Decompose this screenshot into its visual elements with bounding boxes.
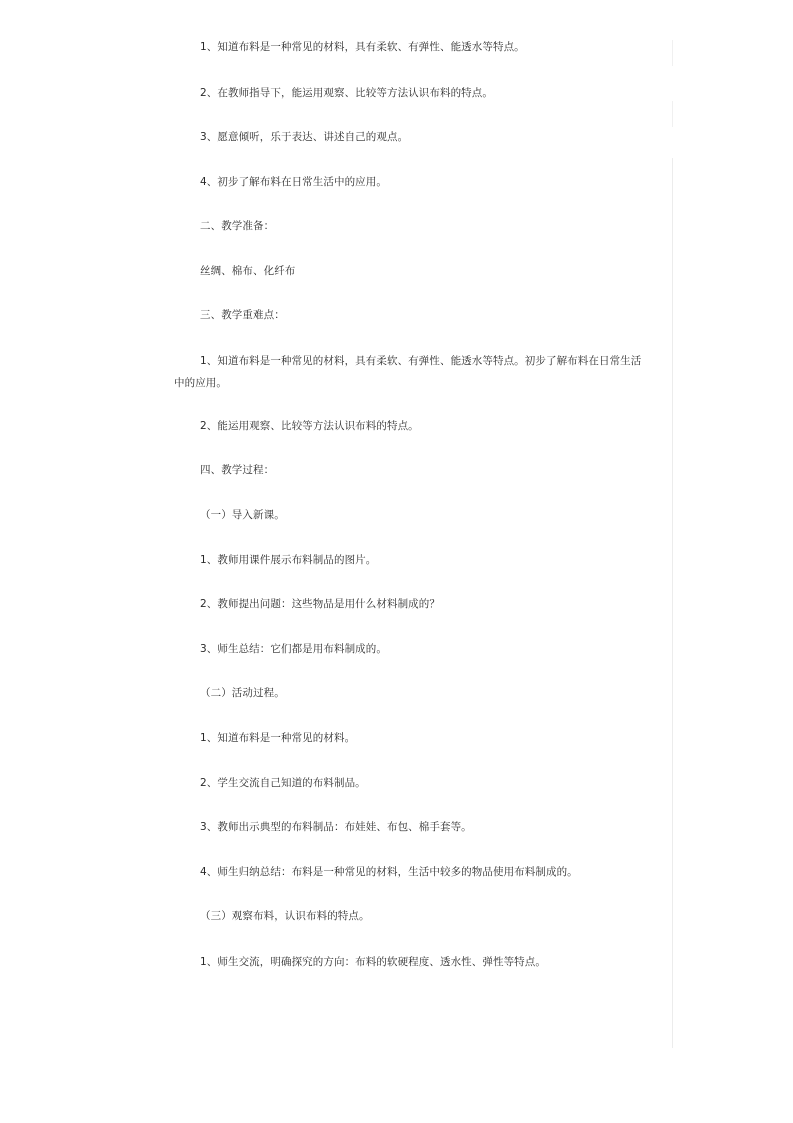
activity-step-2: 2、学生交流自己知道的布料制品。 [200,777,366,789]
margin-rule-top [672,40,673,66]
observe-step-1: 1、师生交流，明确探究的方向：布料的软硬程度、透水性、弹性等特点。 [200,956,546,968]
objective-4: 4、初步了解布料在日常生活中的应用。 [200,176,387,188]
activity-step-4: 4、师生归纳总结：布料是一种常见的材料，生活中较多的物品使用布料制成的。 [200,866,578,878]
key-point-2: 2、能运用观察、比较等方法认识布料的特点。 [200,420,419,432]
preparation-materials: 丝绸、棉布、化纤布 [200,265,296,277]
subsection-heading-observe: （三）观察布料，认识布料的特点。 [200,910,370,922]
margin-rule-top-second [672,101,673,127]
activity-step-3: 3、教师出示典型的布料制品：布娃娃、布包、棉手套等。 [200,821,472,833]
margin-rule-right [672,158,673,1048]
subsection-heading-activity: （二）活动过程。 [200,687,285,699]
key-point-1: 1、知道布料是一种常见的材料，具有柔软、有弹性、能透水等特点。初步了解布料在日常生活中的应用。 [174,355,642,389]
intro-step-1: 1、教师用课件展示布料制品的图片。 [200,554,377,566]
section-heading-key-points: 三、教学重难点： [200,309,285,321]
activity-step-1: 1、知道布料是一种常见的材料。 [200,732,356,744]
intro-step-3: 3、师生总结：它们都是用布料制成的。 [200,643,387,655]
section-heading-process: 四、教学过程： [200,464,275,476]
subsection-heading-intro: （一）导入新课。 [200,509,285,521]
objective-2: 2、在教师指导下，能运用观察、比较等方法认识布料的特点。 [200,87,493,99]
objective-3: 3、愿意倾听，乐于表达、讲述自己的观点。 [200,131,409,143]
objective-1: 1、知道布料是一种常见的材料，具有柔软、有弹性、能透水等特点。 [200,41,525,53]
intro-step-2: 2、教师提出问题：这些物品是用什么材料制成的？ [200,598,440,610]
section-heading-preparation: 二、教学准备： [200,220,275,232]
